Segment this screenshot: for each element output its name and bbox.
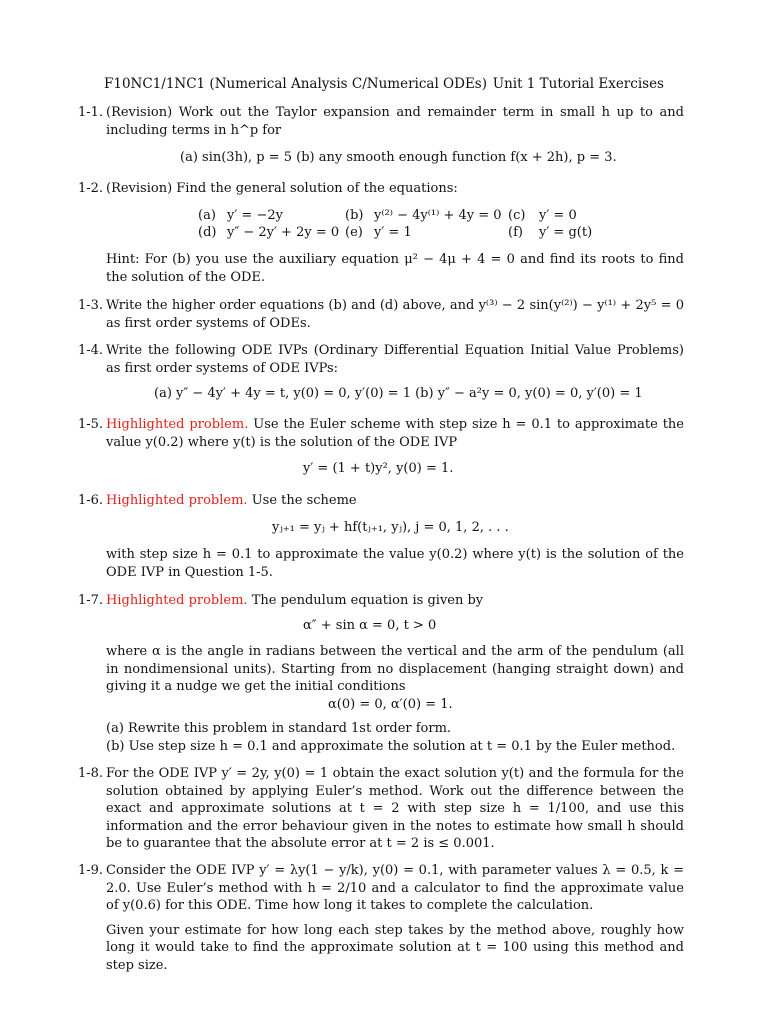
question-1-7-equation: α″ + sin α = 0, t > 0 [303,618,437,633]
question-number: 1-3. [78,298,104,313]
eq-f: y′ = g(t) [539,225,593,240]
question-text: For the ODE IVP y′ = 2y, y(0) = 1 obtain the exact solution y(t) and the formula for the solution obtained by applying Euler’s method. Work out the difference between the exact and approximate solutions at t = 2 with step size h = 1/100, and use this information and the error behaviour given in the notes to estimate how small h should be to guarantee that the absolute error at t = 2 is ≤ 0.001. [106,766,684,851]
question-1-1 [78,104,684,139]
question-text [106,416,684,451]
question-1-7 [78,592,684,610]
question-number: 1-8. [78,766,104,781]
highlight-label: Highlighted problem. [106,493,248,508]
question-1-6 [78,492,684,510]
question-1-7-parts [78,720,684,755]
question-text [106,492,684,510]
question-number: 1-4. [78,343,104,358]
question-text: (Revision) Find the general solution of the equations: [106,181,458,196]
question-1-1-equation: (a) sin(3h), p = 5 (b) any smooth enough function f(x + 2h), p = 3. [180,150,617,165]
question-body: Use the Euler scheme with step size h = 0.1 to approximate the value y(0.2) where y(t) is the solution of the ODE IVP [106,417,684,450]
eq-e: y′ = 1 [374,225,412,240]
eq-d: y″ − 2y′ + 2y = 0 [227,225,340,240]
eq-a: y′ = −2y [227,208,283,223]
question-1-7-initial-conditions: α(0) = 0, α′(0) = 1. [328,697,453,712]
question-body: The pendulum equation is given by [247,593,484,608]
header-course-title: F10NC1/1NC1 (Numerical Analysis C/Numerical ODEs) [104,76,487,92]
question-text: Write the following ODE IVPs (Ordinary Differential Equation Initial Value Problems) as first order systems of ODE IVPs: [106,343,684,376]
question-number: 1-9. [78,863,104,878]
question-text: (Revision) Work out the Taylor expansion and remainder term in small h up to and including terms in h^p for [106,105,684,138]
question-text: Consider the ODE IVP y′ = λy(1 − y/k), y(0) = 0.1, with parameter values λ = 0.5, k = 2.0. Use Euler’s method with h = 2/10 and a calculator to find the approximate value of y(0.6) for this ODE. Time how long it takes to complete the calculation. [106,863,684,913]
eq-e-label: (e) [345,225,363,240]
question-number: 1-2. [78,181,104,196]
question-1-2 [78,180,684,198]
question-1-5 [78,416,684,451]
question-1-6-continued [78,546,684,581]
question-text-continued: with step size h = 0.1 to approximate the value y(0.2) where y(t) is the solution of the ODE IVP in Question 1-5. [106,547,684,580]
highlight-label: Highlighted problem. [106,593,248,608]
eq-b: y⁽²⁾ − 4y⁽¹⁾ + 4y = 0 [374,208,502,223]
question-number: 1-5. [78,417,104,432]
question-1-9 [78,862,684,974]
question-1-5-equation: y′ = (1 + t)y², y(0) = 1. [303,461,454,476]
question-1-3 [78,297,684,332]
header-unit-title: Unit 1 Tutorial Exercises [492,76,664,92]
hint-text: Hint: For (b) you use the auxiliary equation μ² − 4μ + 4 = 0 and find its roots to find the solution of the ODE. [106,252,684,285]
question-body: Use the scheme [247,493,357,508]
part-a: (a) Rewrite this problem in standard 1st order form. [106,721,452,736]
highlight-label: Highlighted problem. [106,417,249,432]
eq-d-label: (d) [198,225,217,240]
eq-c: y′ = 0 [539,208,577,223]
question-number: 1-1. [78,105,104,120]
part-b: (b) Use step size h = 0.1 and approximate the solution at t = 0.1 by the Euler method. [106,738,676,754]
eq-f-label: (f) [508,225,523,240]
eq-a-label: (a) [198,208,216,223]
question-text-continued: Given your estimate for how long each step takes by the method above, roughly how long it would take to find the approximate solution at t = 100 using this method and step size. [106,922,684,973]
question-text-continued: where α is the angle in radians between the vertical and the arm of the pendulum (all in nondimensional units). Starting from no displacement (hanging straight down) and giving it a nudge we get the initial conditions [106,644,684,694]
question-1-4 [78,342,684,377]
eq-b-label: (b) [345,208,364,223]
question-1-7-description [78,643,684,696]
question-text [106,592,684,610]
question-1-8 [78,765,684,853]
eq-c-label: (c) [508,208,526,223]
question-number: 1-6. [78,493,104,508]
page-header [104,76,664,94]
question-text: Write the higher order equations (b) and (d) above, and y⁽³⁾ − 2 sin(y⁽²⁾) − y⁽¹⁾ + 2y⁵ = 0 as first order systems of ODEs. [106,298,684,331]
question-1-2-hint [78,251,684,286]
question-1-4-equation: (a) y″ − 4y′ + 4y = t, y(0) = 0, y′(0) = 1 (b) y″ − a²y = 0, y(0) = 0, y′(0) = 1 [154,386,643,401]
question-1-6-equation: yⱼ₊₁ = yⱼ + hf(tⱼ₊₁, yⱼ), j = 0, 1, 2, . . . [272,520,509,535]
question-number: 1-7. [78,593,104,608]
